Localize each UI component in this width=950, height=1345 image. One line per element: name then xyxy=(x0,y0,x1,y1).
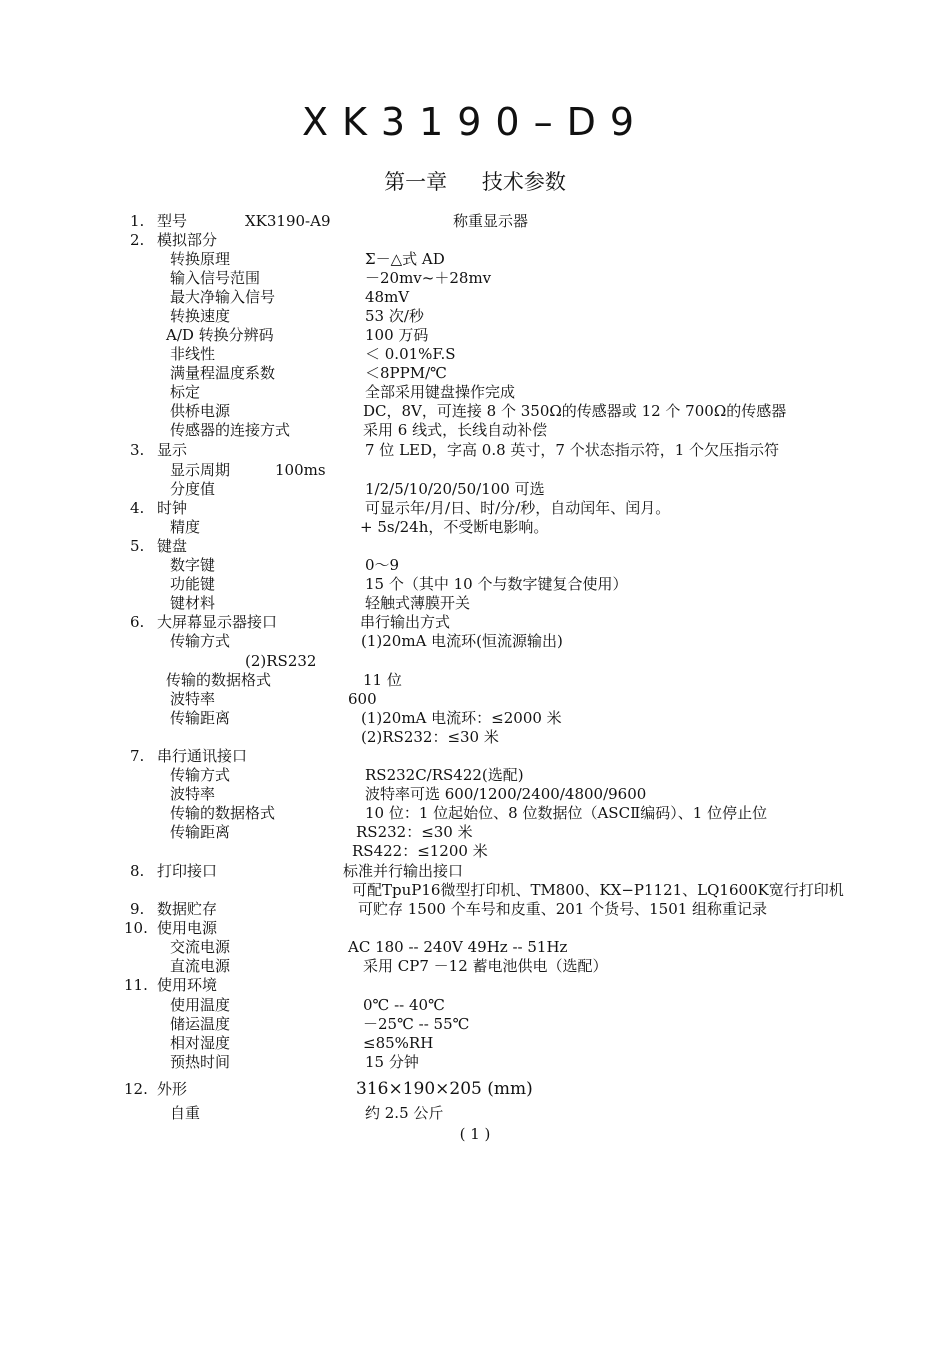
spec-value: 采用 6 线式，长线自动补偿 xyxy=(363,421,548,439)
spec-value: 串行输出方式 xyxy=(360,613,451,631)
spec-value: + 5s/24h，不受断电影响。 xyxy=(360,518,549,536)
page-number: ( 1 ) xyxy=(459,1125,491,1143)
spec-value: 100 万码 xyxy=(365,326,429,344)
spec-label: 标定 xyxy=(170,383,201,401)
spec-value: 可贮存 1500 个车号和皮重、201 个货号、1501 组称重记录 xyxy=(358,900,768,918)
spec-value: 可显示年/月/日、时/分/秒，自动闰年、闰月。 xyxy=(365,499,671,517)
chapter-number: 第一章 xyxy=(384,170,448,194)
spec-label: 外形 xyxy=(157,1080,188,1098)
spec-n: 6. xyxy=(130,613,145,631)
spec-label: 使用环境 xyxy=(157,976,218,994)
spec-value: Σ－△式 AD xyxy=(365,250,445,268)
spec-n: 9. xyxy=(130,900,145,918)
spec-n: 2. xyxy=(130,231,145,249)
spec-label: 转换速度 xyxy=(170,307,231,325)
spec-value: 轻触式薄膜开关 xyxy=(365,594,471,612)
spec-value: (2)RS232：≤30 米 xyxy=(361,728,499,746)
spec-extra: (2)RS232 xyxy=(245,652,317,670)
spec-label: 满量程温度系数 xyxy=(170,364,276,382)
spec-value: 标准并行输出接口 xyxy=(343,862,464,880)
spec-label: 分度值 xyxy=(170,480,216,498)
spec-label: 最大净输入信号 xyxy=(170,288,276,306)
spec-label: 精度 xyxy=(170,518,201,536)
spec-value: 15 分钟 xyxy=(365,1053,419,1071)
spec-label: 供桥电源 xyxy=(170,402,231,420)
spec-label: 储运温度 xyxy=(170,1015,231,1033)
spec-label: 交流电源 xyxy=(170,938,231,956)
spec-label: 传输距离 xyxy=(170,823,231,841)
spec-label: 模拟部分 xyxy=(157,231,218,249)
spec-value: 48mV xyxy=(365,288,410,306)
spec-value: 0℃ -- 40℃ xyxy=(363,996,445,1014)
spec-label: 传输距离 xyxy=(170,709,231,727)
spec-label: 型号 xyxy=(157,212,188,230)
chapter-name: 技术参数 xyxy=(481,170,566,194)
spec-value: 10 位：1 位起始位、8 位数据位（ASCⅡ编码）、1 位停止位 xyxy=(365,804,768,822)
spec-value: 1/2/5/10/20/50/100 可选 xyxy=(365,480,545,498)
chapter-heading xyxy=(0,166,950,196)
spec-value: RS232：≤30 米 xyxy=(356,823,473,841)
spec-label: 大屏幕显示器接口 xyxy=(157,613,278,631)
spec-n: 4. xyxy=(130,499,145,517)
spec-label: 预热时间 xyxy=(170,1053,231,1071)
spec-value: RS232C/RS422(选配) xyxy=(365,766,524,784)
spec-value: 称重显示器 xyxy=(453,212,529,230)
spec-value: DC，8V，可连接 8 个 350Ω的传感器或 12 个 700Ω的传感器 xyxy=(363,402,787,420)
spec-label: 使用电源 xyxy=(157,919,218,937)
spec-value: ＜ 0.01%F.S xyxy=(365,345,456,363)
spec-label: 传输方式 xyxy=(170,632,231,650)
spec-extra: XK3190-A9 xyxy=(245,212,331,230)
spec-value: ＜8PPM/℃ xyxy=(365,364,447,382)
spec-label: 波特率 xyxy=(170,785,216,803)
spec-n: 10. xyxy=(124,919,148,937)
spec-label: 传输方式 xyxy=(170,766,231,784)
spec-label: 功能键 xyxy=(170,575,216,593)
spec-value: 采用 CP7 －12 蓄电池供电（选配） xyxy=(363,957,608,975)
spec-label: 键盘 xyxy=(157,537,188,555)
spec-label: 非线性 xyxy=(170,345,216,363)
spec-value: －20mv~＋28mv xyxy=(365,269,492,287)
spec-value: AC 180 -- 240V 49Hz -- 51Hz xyxy=(348,938,568,956)
spec-value: RS422：≤1200 米 xyxy=(352,842,488,860)
document-title: XK3190–D9 xyxy=(301,100,649,144)
spec-label: 传感器的连接方式 xyxy=(170,421,291,439)
spec-label: 转换原理 xyxy=(170,250,231,268)
spec-value: (1)20mA 电流环(恒流源输出) xyxy=(361,632,563,650)
spec-value: (1)20mA 电流环：≤2000 米 xyxy=(361,709,562,727)
spec-value: 11 位 xyxy=(363,671,402,689)
spec-label: 数字键 xyxy=(170,556,216,574)
spec-n: 12. xyxy=(124,1080,148,1098)
spec-label: 打印接口 xyxy=(157,862,218,880)
spec-value: 7 位 LED，字高 0.8 英寸，7 个状态指示符，1 个欠压指示符 xyxy=(365,441,780,459)
spec-n: 8. xyxy=(130,862,145,880)
spec-value: 约 2.5 公斤 xyxy=(365,1104,444,1122)
spec-label: 波特率 xyxy=(170,690,216,708)
spec-n: 3. xyxy=(130,441,145,459)
spec-value: 可配TpuP16微型打印机、TM800、KX−P1121、LQ1600K宽行打印机 xyxy=(352,881,844,899)
spec-value: －25℃ -- 55℃ xyxy=(363,1015,470,1033)
spec-label: 数据贮存 xyxy=(157,900,218,918)
spec-value: 15 个（其中 10 个与数字键复合使用） xyxy=(365,575,628,593)
spec-label: 输入信号范围 xyxy=(170,269,261,287)
spec-label: 传输的数据格式 xyxy=(170,804,276,822)
spec-label: 显示周期 xyxy=(170,461,231,479)
spec-value: 53 次/秒 xyxy=(365,307,424,325)
spec-label: 显示 xyxy=(157,441,188,459)
spec-label: 使用温度 xyxy=(170,996,231,1014)
spec-n: 7. xyxy=(130,747,145,765)
spec-n: 1. xyxy=(130,212,145,230)
spec-label: 自重 xyxy=(170,1104,201,1122)
spec-value: 波特率可选 600/1200/2400/4800/9600 xyxy=(365,785,647,803)
spec-n: 11. xyxy=(124,976,148,994)
spec-label: 直流电源 xyxy=(170,957,231,975)
spec-value: 0～9 xyxy=(365,556,400,574)
spec-label: A/D 转换分辨码 xyxy=(166,326,274,344)
spec-label: 传输的数据格式 xyxy=(166,671,272,689)
spec-value: 600 xyxy=(348,690,377,708)
spec-value: 全部采用键盘操作完成 xyxy=(365,383,516,401)
spec-label: 相对湿度 xyxy=(170,1034,231,1052)
spec-value: ≤85%RH xyxy=(363,1034,434,1052)
spec-label: 键材料 xyxy=(170,594,216,612)
spec-label: 串行通讯接口 xyxy=(157,747,248,765)
spec-n: 5. xyxy=(130,537,145,555)
spec-extra: 100ms xyxy=(275,461,326,479)
spec-value: 316×190×205 (mm) xyxy=(356,1079,533,1099)
spec-label: 时钟 xyxy=(157,499,188,517)
